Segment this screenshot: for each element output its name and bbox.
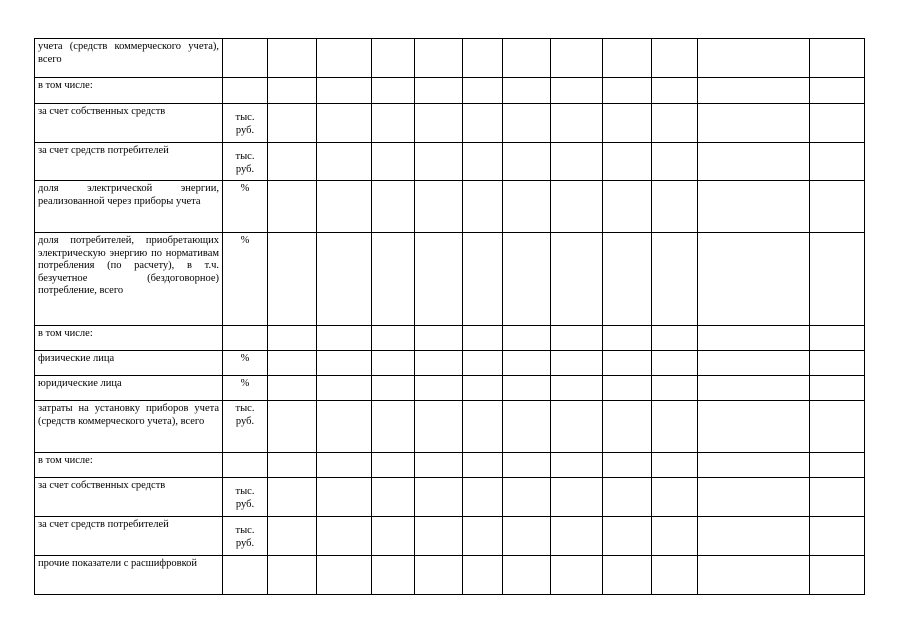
empty-cell (551, 517, 603, 556)
empty-cell (698, 351, 810, 376)
empty-cell (810, 143, 865, 181)
empty-cell (810, 517, 865, 556)
empty-cell (415, 181, 463, 233)
row-unit: тыс. руб. (223, 104, 268, 143)
empty-cell (603, 517, 652, 556)
empty-cell (652, 376, 698, 401)
empty-cell (603, 326, 652, 351)
empty-cell (463, 556, 503, 595)
empty-cell (372, 181, 415, 233)
empty-cell (551, 556, 603, 595)
empty-cell (268, 478, 317, 517)
empty-cell (503, 181, 551, 233)
empty-cell (698, 181, 810, 233)
empty-cell (603, 478, 652, 517)
table-row (35, 351, 865, 376)
row-label: доля потребителей, приобретающих электрическую энергию по нормативам потребления (по расчету), в т.ч. безучетное (бездоговорное) потребление, всего (35, 233, 223, 326)
row-label: за счет средств потребителей (35, 517, 223, 556)
empty-cell (268, 143, 317, 181)
empty-cell (268, 181, 317, 233)
empty-cell (415, 478, 463, 517)
empty-cell (415, 326, 463, 351)
empty-cell (503, 104, 551, 143)
empty-cell (503, 233, 551, 326)
empty-cell (810, 39, 865, 78)
empty-cell (603, 376, 652, 401)
empty-cell (372, 39, 415, 78)
empty-cell (463, 478, 503, 517)
empty-cell (603, 233, 652, 326)
indicators-table (34, 38, 865, 595)
empty-cell (551, 351, 603, 376)
row-unit: тыс. руб. (223, 401, 268, 453)
empty-cell (698, 517, 810, 556)
empty-cell (372, 478, 415, 517)
empty-cell (698, 401, 810, 453)
empty-cell (503, 453, 551, 478)
empty-cell (463, 326, 503, 351)
empty-cell (503, 78, 551, 104)
table-row (35, 181, 865, 233)
row-label: за счет собственных средств (35, 478, 223, 517)
empty-cell (603, 39, 652, 78)
empty-cell (317, 78, 372, 104)
empty-cell (372, 78, 415, 104)
row-label: физические лица (35, 351, 223, 376)
row-label: за счет средств потребителей (35, 143, 223, 181)
empty-cell (463, 376, 503, 401)
empty-cell (603, 104, 652, 143)
empty-cell (317, 376, 372, 401)
table-row (35, 233, 865, 326)
empty-cell (463, 401, 503, 453)
empty-cell (551, 78, 603, 104)
empty-cell (463, 517, 503, 556)
empty-cell (372, 326, 415, 351)
empty-cell (372, 517, 415, 556)
row-label: юридические лица (35, 376, 223, 401)
empty-cell (698, 478, 810, 517)
empty-cell (603, 556, 652, 595)
empty-cell (551, 453, 603, 478)
empty-cell (810, 478, 865, 517)
empty-cell (317, 39, 372, 78)
table-row (35, 326, 865, 351)
empty-cell (652, 233, 698, 326)
empty-cell (463, 181, 503, 233)
empty-cell (463, 143, 503, 181)
empty-cell (372, 104, 415, 143)
empty-cell (698, 78, 810, 104)
table-row (35, 376, 865, 401)
empty-cell (503, 478, 551, 517)
empty-cell (268, 556, 317, 595)
empty-cell (551, 401, 603, 453)
empty-cell (503, 351, 551, 376)
row-unit (223, 78, 268, 104)
empty-cell (652, 39, 698, 78)
table-row (35, 401, 865, 453)
empty-cell (603, 351, 652, 376)
row-unit (223, 453, 268, 478)
empty-cell (810, 556, 865, 595)
row-label: в том числе: (35, 326, 223, 351)
row-unit: % (223, 233, 268, 326)
empty-cell (810, 78, 865, 104)
empty-cell (652, 351, 698, 376)
empty-cell (698, 233, 810, 326)
empty-cell (810, 326, 865, 351)
table-row (35, 478, 865, 517)
empty-cell (372, 453, 415, 478)
empty-cell (603, 78, 652, 104)
empty-cell (551, 326, 603, 351)
row-unit: тыс. руб. (223, 517, 268, 556)
empty-cell (810, 181, 865, 233)
empty-cell (372, 143, 415, 181)
empty-cell (268, 453, 317, 478)
empty-cell (503, 376, 551, 401)
empty-cell (317, 233, 372, 326)
empty-cell (463, 351, 503, 376)
row-label: за счет собственных средств (35, 104, 223, 143)
empty-cell (698, 104, 810, 143)
row-label: учета (средств коммерческого учета), всего (35, 39, 223, 78)
empty-cell (317, 401, 372, 453)
row-unit: % (223, 351, 268, 376)
empty-cell (551, 143, 603, 181)
row-unit: тыс. руб. (223, 143, 268, 181)
empty-cell (372, 376, 415, 401)
table-row (35, 556, 865, 595)
empty-cell (810, 401, 865, 453)
empty-cell (268, 233, 317, 326)
empty-cell (317, 181, 372, 233)
empty-cell (698, 143, 810, 181)
row-label: прочие показатели с расшифровкой (35, 556, 223, 595)
empty-cell (652, 78, 698, 104)
empty-cell (810, 453, 865, 478)
table-row (35, 78, 865, 104)
empty-cell (415, 233, 463, 326)
empty-cell (372, 351, 415, 376)
empty-cell (268, 351, 317, 376)
empty-cell (551, 181, 603, 233)
empty-cell (317, 326, 372, 351)
row-unit: % (223, 181, 268, 233)
empty-cell (317, 351, 372, 376)
empty-cell (415, 143, 463, 181)
empty-cell (698, 556, 810, 595)
empty-cell (415, 104, 463, 143)
empty-cell (268, 78, 317, 104)
empty-cell (810, 104, 865, 143)
empty-cell (268, 517, 317, 556)
empty-cell (317, 517, 372, 556)
empty-cell (503, 517, 551, 556)
row-unit: тыс. руб. (223, 478, 268, 517)
empty-cell (603, 143, 652, 181)
empty-cell (503, 143, 551, 181)
empty-cell (698, 453, 810, 478)
empty-cell (551, 104, 603, 143)
empty-cell (652, 181, 698, 233)
empty-cell (652, 453, 698, 478)
row-unit (223, 326, 268, 351)
empty-cell (268, 376, 317, 401)
empty-cell (652, 326, 698, 351)
empty-cell (463, 453, 503, 478)
empty-cell (415, 453, 463, 478)
empty-cell (551, 478, 603, 517)
empty-cell (372, 401, 415, 453)
empty-cell (503, 556, 551, 595)
empty-cell (551, 39, 603, 78)
empty-cell (317, 104, 372, 143)
table-row (35, 143, 865, 181)
empty-cell (372, 556, 415, 595)
empty-cell (268, 326, 317, 351)
empty-cell (503, 326, 551, 351)
empty-cell (652, 556, 698, 595)
empty-cell (372, 233, 415, 326)
empty-cell (268, 401, 317, 453)
empty-cell (268, 39, 317, 78)
empty-cell (698, 39, 810, 78)
empty-cell (652, 104, 698, 143)
empty-cell (603, 453, 652, 478)
table-row (35, 517, 865, 556)
empty-cell (463, 104, 503, 143)
empty-cell (415, 351, 463, 376)
empty-cell (415, 78, 463, 104)
table-row (35, 104, 865, 143)
empty-cell (551, 376, 603, 401)
row-label: в том числе: (35, 453, 223, 478)
empty-cell (317, 556, 372, 595)
empty-cell (317, 453, 372, 478)
empty-cell (463, 78, 503, 104)
empty-cell (415, 556, 463, 595)
row-unit: % (223, 376, 268, 401)
empty-cell (415, 39, 463, 78)
empty-cell (652, 143, 698, 181)
row-unit (223, 39, 268, 78)
empty-cell (652, 517, 698, 556)
empty-cell (503, 39, 551, 78)
empty-cell (415, 401, 463, 453)
row-label: затраты на установку приборов учета (средств коммерческого учета), всего (35, 401, 223, 453)
row-unit (223, 556, 268, 595)
empty-cell (810, 351, 865, 376)
empty-cell (698, 376, 810, 401)
empty-cell (551, 233, 603, 326)
row-label: доля электрической энергии, реализованной через приборы учета (35, 181, 223, 233)
empty-cell (810, 376, 865, 401)
empty-cell (415, 376, 463, 401)
empty-cell (415, 517, 463, 556)
empty-cell (698, 326, 810, 351)
empty-cell (463, 39, 503, 78)
table-row (35, 39, 865, 78)
empty-cell (463, 233, 503, 326)
empty-cell (652, 401, 698, 453)
empty-cell (603, 181, 652, 233)
empty-cell (652, 478, 698, 517)
empty-cell (317, 478, 372, 517)
empty-cell (317, 143, 372, 181)
empty-cell (503, 401, 551, 453)
row-label: в том числе: (35, 78, 223, 104)
table-row (35, 453, 865, 478)
empty-cell (810, 233, 865, 326)
empty-cell (603, 401, 652, 453)
empty-cell (268, 104, 317, 143)
